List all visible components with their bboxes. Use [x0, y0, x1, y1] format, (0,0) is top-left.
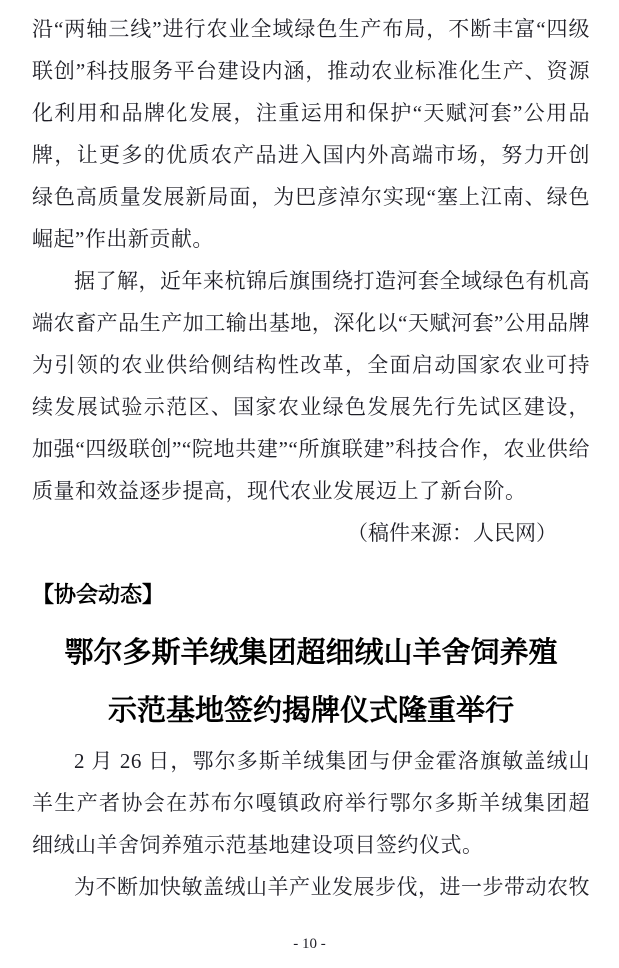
body-paragraph: 为不断加快敏盖绒山羊产业发展步伐，进一步带动农牧 — [74, 875, 590, 899]
body-paragraph: 沿“两轴三线”进行农业全域绿色生产布局，不断丰富“四级联创”科技服务平台建设内涵，推动农业标准化生产、资源化利用和品牌化发展，注重运用和保护“天赋河套”公用品牌，让更多的优质农产品进入国内外高端市场，努力开创绿色高质量发展新局面，为巴彦淖尔实现“塞上江南、绿色崛起”作出新贡献。 — [32, 17, 590, 251]
body-paragraph: 据了解，近年来杭锦后旗围绕打造河套全域绿色有机高端农畜产品生产加工输出基地，深化以“天赋河套”公用品牌为引领的农业供给侧结构性改革，全面启动国家农业可持续发展试验示范区、国家农业绿色发展先行先试区建设，加强“四级联创”“院地共建”“所旗联建”科技合作，农业供给质量和效益逐步提高，现代农业发展迈上了新台阶。 — [32, 269, 590, 503]
article-title — [32, 624, 590, 740]
page-number: - 10 - — [293, 936, 326, 952]
article-title-line1: 鄂尔多斯羊绒集团超细绒山羊舍饲养殖 — [64, 637, 558, 669]
section-header: 【协会动态】 — [32, 582, 165, 607]
body-paragraph: 2 月 26 日，鄂尔多斯羊绒集团与伊金霍洛旗敏盖绒山羊生产者协会在苏布尔嘎镇政府举行鄂尔多斯羊绒集团超细绒山羊舍饲养殖示范基地建设项目签约仪式。 — [32, 749, 590, 857]
source-attribution: （稿件来源：人民网） — [347, 521, 557, 545]
article-title-line2: 示范基地签约揭牌仪式隆重举行 — [107, 695, 514, 727]
